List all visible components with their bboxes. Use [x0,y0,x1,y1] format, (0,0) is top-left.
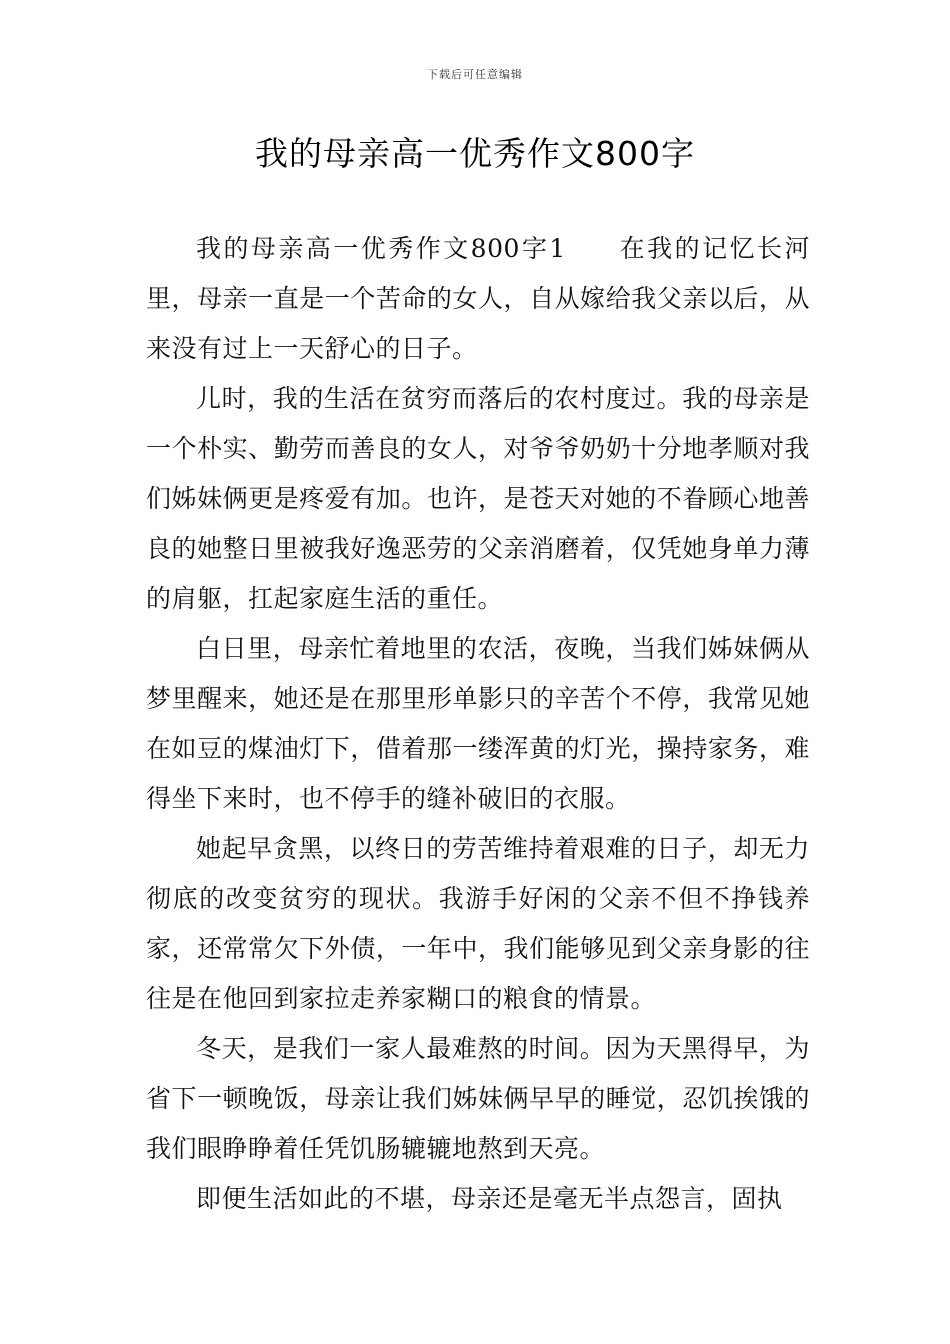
article-body [146,224,810,1224]
paragraph: 她起早贪黑，以终日的劳苦维持着艰难的日子，却无力彻底的改变贫穷的现状。我游手好闲的父亲不但不挣钱养家，还常常欠下外债，一年中，我们能够见到父亲身影的往往是在他回到家拉走养家糊口的粮食的情景。 [146,834,810,1013]
paragraph: 冬天，是我们一家人最难熬的时间。因为天黑得早，为省下一顿晚饭，母亲让我们姊妹俩早早的睡觉，忍饥挨饿的我们眼睁睁着任凭饥肠辘辘地熬到天亮。 [146,1034,810,1163]
header-note: 下载后可任意编辑 [427,68,523,81]
intro-text: 在我的记忆长河里，母亲一直是一个苦命的女人，自从嫁给我父亲以后，从来没有过上一天舒心的日子。 [146,234,810,363]
paragraph-intro [146,224,810,374]
page-title: 我的母亲高一优秀作文800字 [255,134,695,173]
intro-label: 我的母亲高一优秀作文800字1 [196,234,566,263]
paragraph: 即便生活如此的不堪，母亲还是毫无半点怨言，固执 [196,1184,783,1213]
paragraph: 儿时，我的生活在贫穷而落后的农村度过。我的母亲是一个朴实、勤劳而善良的女人，对爷爷奶奶十分地孝顺对我们姊妹俩更是疼爱有加。也许，是苍天对她的不眷顾心地善良的她整日里被我好逸恶劳的父亲消磨着，仅凭她身单力薄的肩躯，扛起家庭生活的重任。 [146,384,810,613]
paragraph: 白日里，母亲忙着地里的农活，夜晚，当我们姊妹俩从梦里醒来，她还是在那里形单影只的辛苦个不停，我常见她在如豆的煤油灯下，借着那一缕浑黄的灯光，操持家务，难得坐下来时，也不停手的缝补破旧的衣服。 [146,634,810,813]
